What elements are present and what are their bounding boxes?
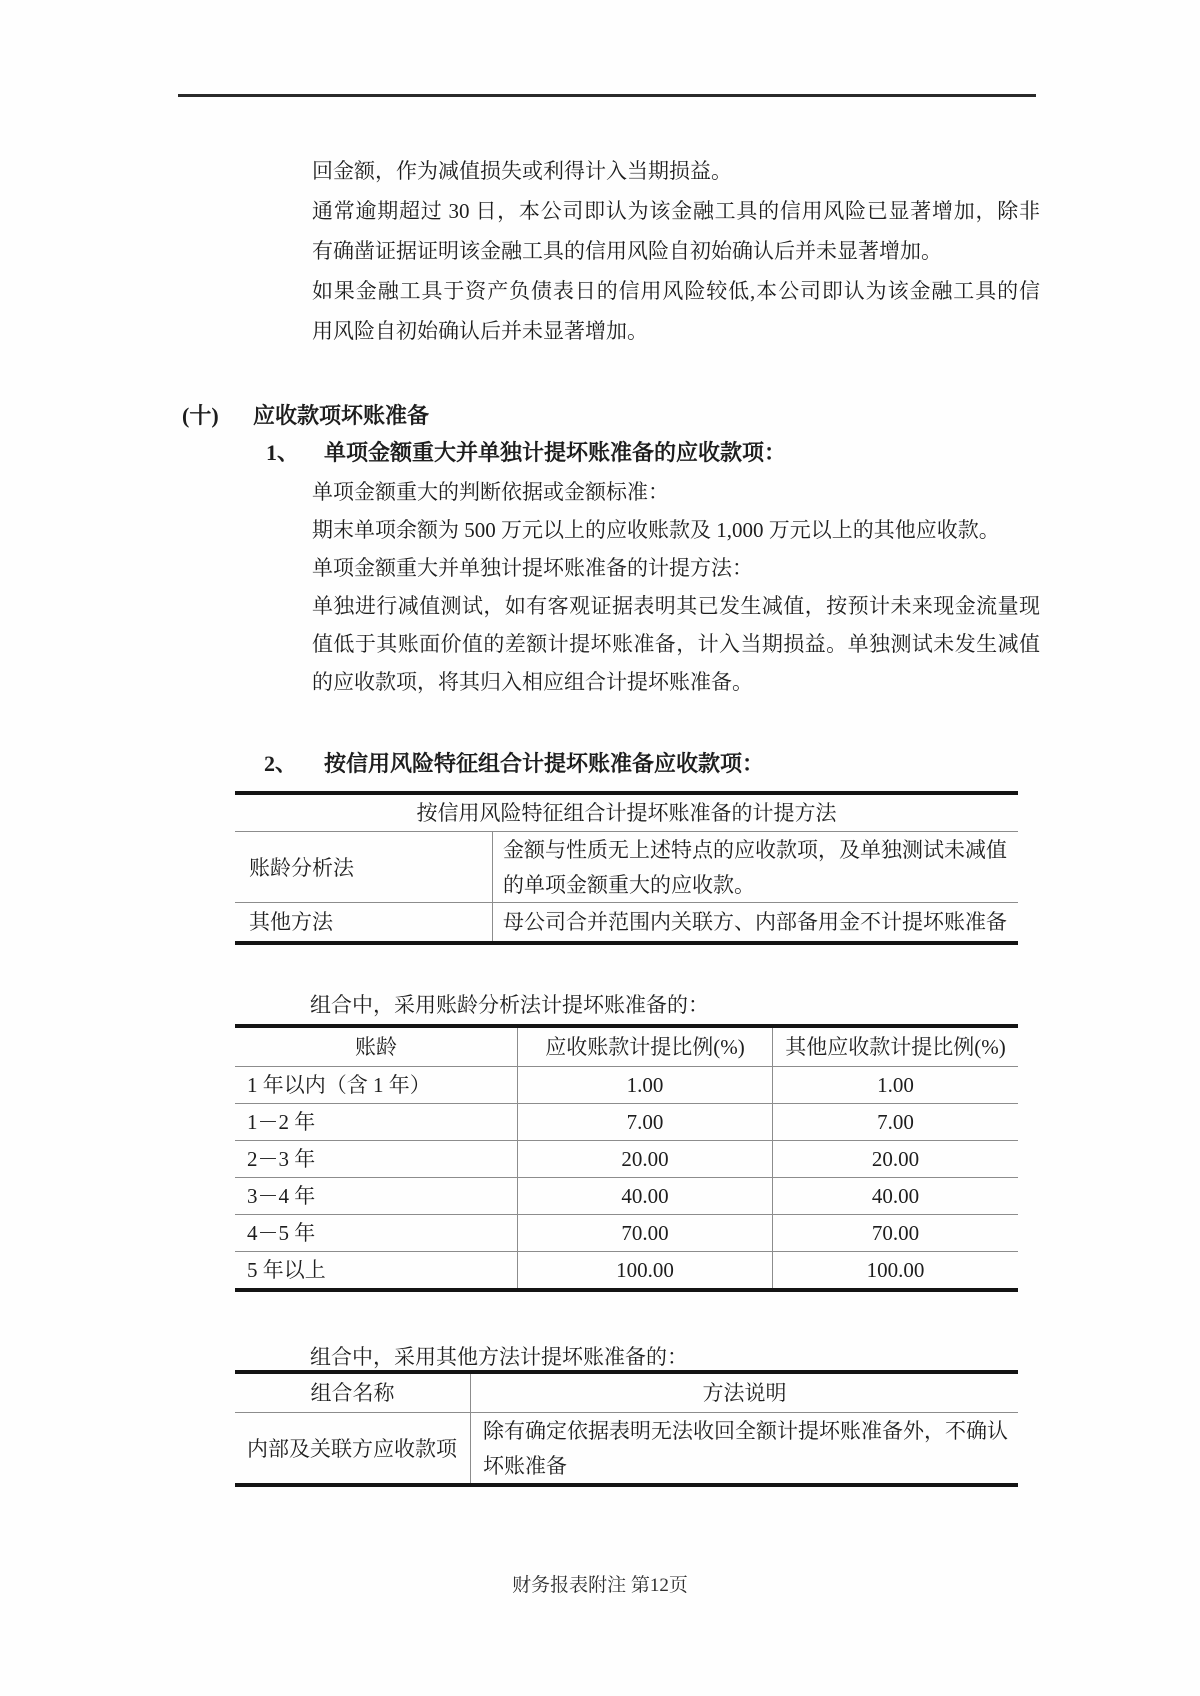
table-cell: 2－3 年 bbox=[247, 1147, 316, 1171]
paragraph-line: 单项金额重大的判断依据或金额标准： bbox=[312, 480, 669, 504]
paragraph-line: 通常逾期超过 30 日，本公司即认为该金融工具的信用风险已显著增加，除非 bbox=[312, 199, 1040, 223]
table-cell: 5 年以上 bbox=[247, 1258, 326, 1282]
method-table bbox=[235, 791, 1018, 945]
method-table-merged-header: 按信用风险特征组合计提坏账准备的计提方法 bbox=[235, 795, 1018, 832]
paragraph-line: 单项金额重大并单独计提坏账准备的计提方法： bbox=[312, 556, 753, 580]
paragraph-line: 有确凿证据证明该金融工具的信用风险自初始确认后并未显著增加。 bbox=[312, 239, 942, 263]
table-cell: 1－2 年 bbox=[247, 1110, 316, 1134]
table-row bbox=[235, 1215, 1018, 1252]
table-cell: 20.00 bbox=[517, 1141, 772, 1177]
table-row bbox=[235, 1141, 1018, 1178]
item1-heading bbox=[0, 438, 1200, 468]
section-heading bbox=[0, 401, 1200, 431]
table-cell: 母公司合并范围内关联方、内部备用金不计提坏账准备 bbox=[492, 903, 1018, 941]
section-title: 应收款项坏账准备 bbox=[253, 403, 430, 428]
table-row bbox=[235, 1067, 1018, 1104]
table-row bbox=[235, 1252, 1018, 1288]
other-table-caption: 组合中，采用其他方法计提坏账准备的： bbox=[310, 1345, 688, 1369]
table-cell: 100.00 bbox=[517, 1252, 772, 1288]
table-row bbox=[235, 1104, 1018, 1141]
table-header-cell: 组合名称 bbox=[310, 1381, 395, 1405]
table-cell: 除有确定依据表明无法收回全额计提坏账准备外，不确认 bbox=[483, 1419, 1008, 1443]
table-row bbox=[235, 832, 1018, 903]
table-cell: 7.00 bbox=[517, 1104, 772, 1140]
table-cell: 100.00 bbox=[772, 1252, 1018, 1288]
aging-table-caption: 组合中，采用账龄分析法计提坏账准备的： bbox=[310, 993, 709, 1017]
table-cell: 内部及关联方应收款项 bbox=[247, 1437, 457, 1461]
table-header-cell: 账龄 bbox=[355, 1035, 397, 1059]
aging-table bbox=[235, 1024, 1018, 1292]
table-cell: 70.00 bbox=[772, 1215, 1018, 1251]
header-rule bbox=[178, 94, 1036, 97]
table-row bbox=[235, 1178, 1018, 1215]
paragraph-line: 期末单项余额为 500 万元以上的应收账款及 1,000 万元以上的其他应收款。 bbox=[312, 518, 1000, 542]
page-footer: 财务报表附注 第12页 bbox=[512, 1575, 688, 1596]
paragraph-line: 单独进行减值测试，如有客观证据表明其已发生减值，按预计未来现金流量现 bbox=[312, 594, 1040, 618]
table-cell: 1.00 bbox=[517, 1067, 772, 1103]
table-row bbox=[235, 1413, 1018, 1483]
paragraph-line: 用风险自初始确认后并未显著增加。 bbox=[312, 319, 648, 343]
paragraph-line: 如果金融工具于资产负债表日的信用风险较低,本公司即认为该金融工具的信 bbox=[312, 279, 1040, 303]
table-cell: 金额与性质无上述特点的应收款项，及单独测试未减值 bbox=[503, 838, 1007, 862]
item2-marker: 2、 bbox=[264, 751, 298, 776]
item1-title: 单项金额重大并单独计提坏账准备的应收款项： bbox=[324, 440, 787, 465]
section-marker: (十) bbox=[182, 403, 219, 428]
table-cell: 40.00 bbox=[772, 1178, 1018, 1214]
table-cell: 40.00 bbox=[517, 1178, 772, 1214]
table-cell: 其他方法 bbox=[249, 910, 333, 934]
table-cell: 1.00 bbox=[772, 1067, 1018, 1103]
table-cell: 的单项金额重大的应收款。 bbox=[503, 873, 755, 897]
table-cell: 3－4 年 bbox=[247, 1184, 316, 1208]
other-table bbox=[235, 1370, 1018, 1487]
table-header-cell: 应收账款计提比例(%) bbox=[517, 1028, 772, 1066]
paragraph-line: 回金额，作为减值损失或利得计入当期损益。 bbox=[312, 159, 732, 183]
table-cell: 账龄分析法 bbox=[249, 856, 354, 880]
table-cell: 坏账准备 bbox=[483, 1454, 567, 1478]
intro-paragraphs bbox=[312, 151, 1040, 351]
paragraph-line: 值低于其账面价值的差额计提坏账准备，计入当期损益。单独测试未发生减值 bbox=[312, 632, 1040, 656]
item1-marker: 1、 bbox=[266, 440, 300, 465]
item1-body bbox=[312, 473, 1040, 701]
paragraph-line: 的应收款项，将其归入相应组合计提坏账准备。 bbox=[312, 670, 753, 694]
table-cell: 70.00 bbox=[517, 1215, 772, 1251]
table-cell: 4－5 年 bbox=[247, 1221, 316, 1245]
table-header-row bbox=[235, 1374, 1018, 1413]
table-header-cell: 其他应收款计提比例(%) bbox=[772, 1028, 1018, 1066]
table-cell: 20.00 bbox=[772, 1141, 1018, 1177]
item2-heading bbox=[0, 749, 1200, 779]
table-row bbox=[235, 903, 1018, 941]
table-header-cell: 方法说明 bbox=[470, 1374, 1018, 1412]
table-header-row bbox=[235, 1028, 1018, 1067]
item2-title: 按信用风险特征组合计提坏账准备应收款项： bbox=[324, 751, 765, 776]
table-cell: 7.00 bbox=[772, 1104, 1018, 1140]
table-cell: 1 年以内（含 1 年） bbox=[247, 1073, 431, 1097]
